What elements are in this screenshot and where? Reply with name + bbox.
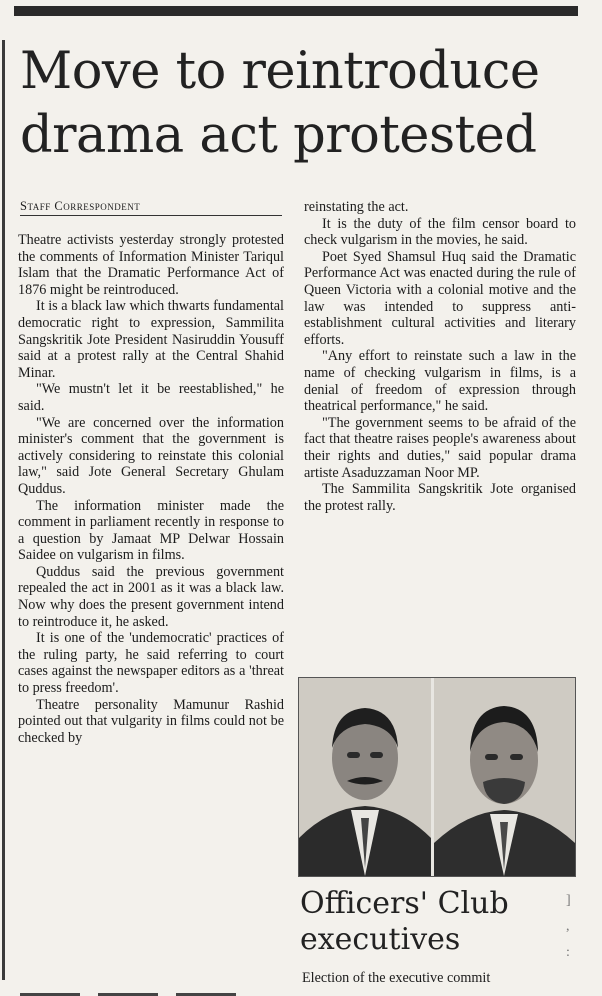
paragraph: It is the duty of the film censor board to check vulgarism in the movies, he said.	[304, 215, 576, 249]
paragraph: The Sammilita Sangskritik Jote organised the protest rally.	[304, 481, 576, 514]
paragraph: It is a black law which thwarts fundamental democratic right to expression, Sammilita Sangskritik Jote President Nasiruddin Yousuff said at a protest rally at the Central Shahid Minar.	[18, 298, 284, 381]
portrait-photo-drawing	[299, 678, 575, 876]
paragraph: "We mustn't let it be reestablished," he said.	[18, 381, 284, 414]
paragraph: It is one of the 'undemocratic' practices of the ruling party, he said referring to court cases against the newspaper editors as a 'threat to press freedom'.	[18, 630, 284, 697]
sidebar-headline: Officers' Club executives	[300, 886, 509, 957]
article-column-2	[304, 199, 576, 514]
sidebar-text: Election of the executive commit	[302, 970, 491, 986]
article-headline: Move to reintroduce drama act protested	[20, 42, 540, 165]
edge-marks: ] , :	[566, 893, 571, 960]
article-byline: Staff Correspondent	[20, 199, 282, 216]
article-column-1	[18, 232, 284, 746]
masthead-rule	[14, 6, 578, 16]
paragraph: "Any effort to reinstate such a law in the name of checking vulgarism in films, is a denial of freedom of expression through theatrical performance," he said.	[304, 348, 576, 415]
paragraph: Quddus said the previous government repealed the act in 2001 as it was a black law. Now why does the present government intend to reintroduce it, he asked.	[18, 563, 284, 630]
paragraph: The information minister made the comment in parliament recently in response to a question by Jamaat MP Delwar Hossain Saidee on vulgarism in films.	[18, 497, 284, 564]
paragraph: reinstating the act.	[304, 199, 409, 215]
paragraph: Poet Syed Shamsul Huq said the Dramatic Performance Act was enacted during the rule of Queen Victoria with a colonial motive and the law was intended to suppress anti-establishment cultural activities and literary efforts.	[304, 248, 576, 348]
paragraph: Theatre activists yesterday strongly protested the comments of Information Minister Tariqul Islam that the Dramatic Performance Act of 1876 might be reintroduced.	[18, 232, 284, 298]
paragraph: "We are concerned over the information minister's comment that the government is actively considering to reinstate this colonial law," said Jote General Secretary Ghulam Quddus.	[18, 414, 284, 497]
portrait-photo	[298, 677, 576, 877]
paragraph: "The government seems to be afraid of the fact that theatre raises people's awareness about their rights and duties," said popular drama artiste Asaduzzaman Noor MP.	[304, 414, 576, 481]
cut-off-text	[20, 986, 286, 996]
column-rule	[2, 40, 5, 980]
paragraph: Theatre personality Mamunur Rashid pointed out that vulgarity in films could not be checked by	[18, 696, 284, 746]
